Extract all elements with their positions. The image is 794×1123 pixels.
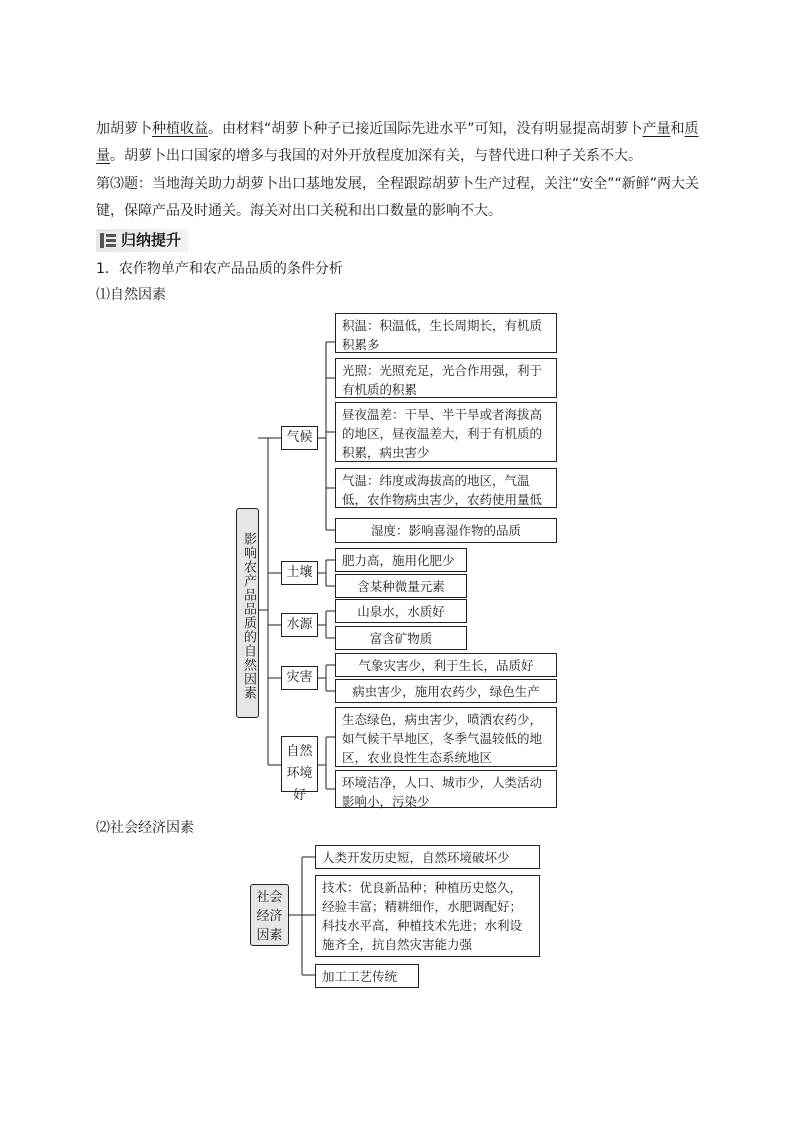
underlined-term: 质量 xyxy=(96,121,699,164)
social-factors-title: ⑵社会经济因素 xyxy=(96,820,194,836)
intro-paragraph: 加胡萝卜种植收益。由材料“胡萝卜种子已接近国际先进水平”可知，没有明显提高胡萝卜产量和质量。胡萝卜出口国家的增多与我国的对外开放程度加深有关，与替代进口种子关系不大。 xyxy=(96,121,699,164)
social-item: 加工工艺传统 xyxy=(315,964,419,988)
soil-item: 肥力高，施用化肥少 xyxy=(335,548,467,572)
social-item: 人类开发历史短，自然环境破坏少 xyxy=(315,845,540,869)
category-environment: 自然环境好 xyxy=(281,736,318,792)
climate-item: 积温：积温低，生长周期长，有机质积累多 xyxy=(335,313,557,353)
category-climate: 气候 xyxy=(281,426,318,450)
category-disaster: 灾害 xyxy=(281,666,318,690)
category-soil: 土壤 xyxy=(281,561,318,585)
heading-label: 归纳提升 xyxy=(121,231,182,249)
water-item: 富含矿物质 xyxy=(335,626,467,650)
disaster-item: 病虫害少，施用农药少，绿色生产 xyxy=(335,679,557,703)
underlined-term: 种植收益 xyxy=(152,121,208,137)
climate-item: 光照：光照充足，光合作用强，利于有机质的积累 xyxy=(335,358,557,398)
environment-item: 环境洁净，人口、城市少，人类活动影响小，污染少 xyxy=(335,770,557,808)
question3-paragraph: 第⑶题：当地海关助力胡萝卜出口基地发展，全程跟踪胡萝卜生产过程，关注“安全”“新鲜”两大关键，保障产品及时通关。海关对出口关税和出口数量的影响不大。 xyxy=(96,176,700,219)
social-item: 技术：优良新品种；种植历史悠久，经验丰富；精耕细作，水肥调配好；科技水平高，种植技术先进；水利设施齐全，抗自然灾害能力强 xyxy=(315,875,540,957)
climate-item: 昼夜温差：干旱、半干旱或者海拔高的地区，昼夜温差大，利于有机质的积累，病虫害少 xyxy=(335,402,557,462)
soil-item: 含某种微量元素 xyxy=(335,574,467,598)
disaster-item: 气象灾害少，利于生长，品质好 xyxy=(335,653,557,677)
section-title: 1．农作物单产和农产品品质的条件分析 xyxy=(96,261,343,277)
underlined-term: 产量 xyxy=(642,121,671,137)
social-root-box: 社会经济因素 xyxy=(250,884,289,946)
environment-item: 生态绿色，病虫害少，喷洒农药少，如气候干旱地区，冬季气温较低的地区，农业良性生态系统地区 xyxy=(335,707,557,767)
climate-item: 湿度：影响喜湿作物的品质 xyxy=(335,518,557,543)
natural-root-box: 影响农产品品质的自然因素 xyxy=(236,508,259,718)
water-item: 山泉水，水质好 xyxy=(335,599,467,623)
natural-factors-title: ⑴自然因素 xyxy=(96,287,166,303)
category-water: 水源 xyxy=(281,613,318,637)
climate-item: 气温：纬度或海拔高的地区，气温低，农作物病虫害少，农药使用量低 xyxy=(335,468,557,508)
